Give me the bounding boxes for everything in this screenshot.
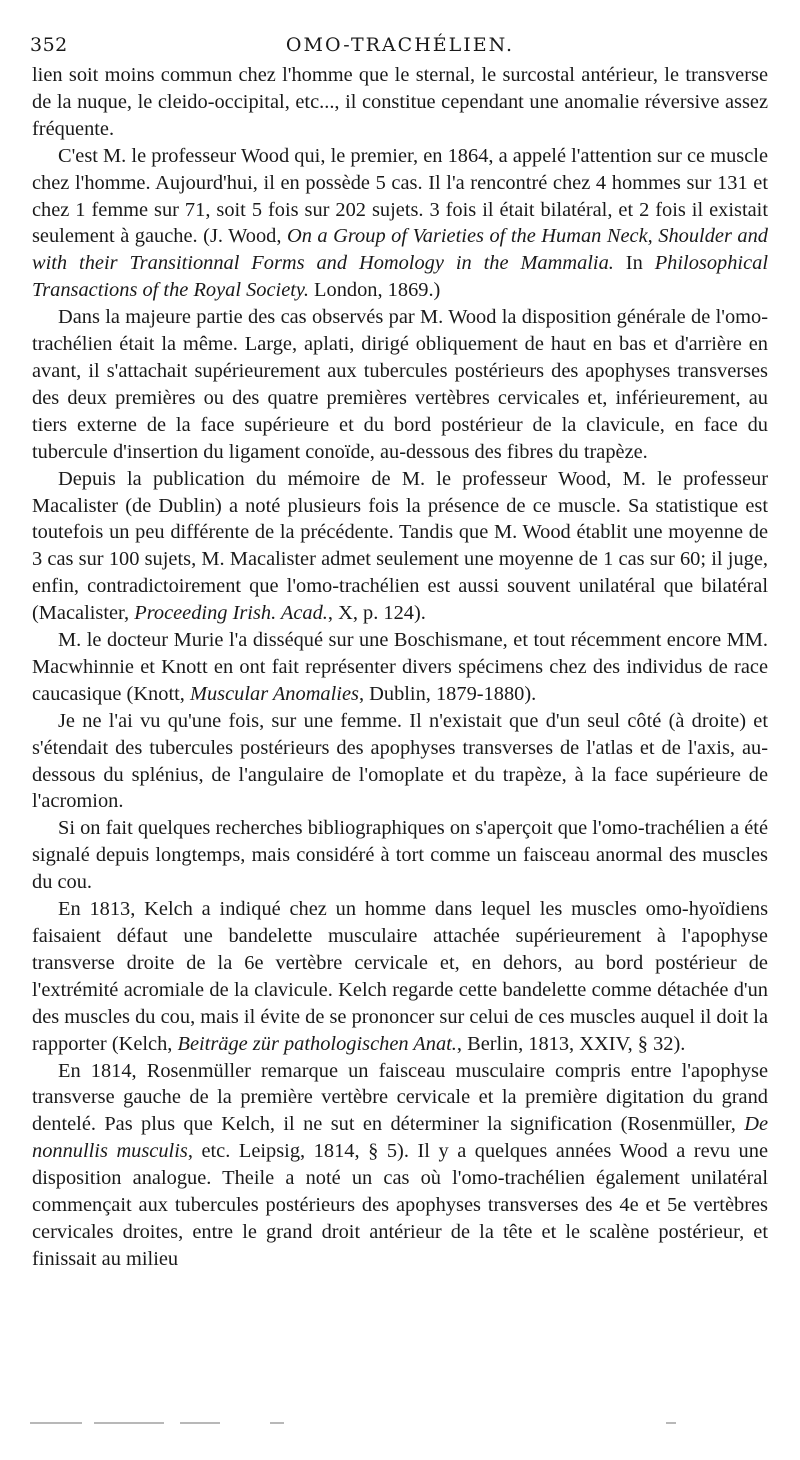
paragraph [32,466,768,627]
paragraph-text: London, 1869.) [308,279,441,302]
paragraph-text: En 1813, Kelch a indiqué chez un homme dans lequel les muscles omo-hyoïdiens faisaient défaut une bandelette musculaire attachée supérieurement à l'apophyse transverse droite de la 6e vertèbre cervicale et, en dehors, au bord postérieur de l'extrémité acromiale de la clavicule. Kelch regarde cette bandelette comme détachée d'un des muscles du cou, mais il évite de se prononcer sur celui de ces muscles auquel il doit la rapporter (Kelch, [32,898,768,1055]
citation-title: Proceeding Irish. Acad. [134,602,328,625]
paragraph-text: En 1814, Rosenmüller remarque un faisceau musculaire compris entre l'apophyse transverse gauche de la première vertèbre cervicale et la première digitation du grand dentelé. Pas plus que Kelch, il ne sut en déterminer la signification (Rosenmüller, [32,1059,768,1136]
paragraph-text: Si on fait quelques recherches bibliographiques on s'aperçoit que l'omo-trachélien a été signalé depuis longtemps, mais considéré à tort comme un faisceau anormal des muscles du cou. [32,817,769,894]
body-text [32,62,768,1273]
paragraph-text: , Berlin, 1813, XXIV, § 32). [456,1032,686,1055]
paragraph-text: M. le docteur Murie l'a disséqué sur une Boschismane, et tout récemment encore MM. Macwhinnie et Knott en ont fait représenter divers spécimens chez des individus de race caucasique (Knott, [32,629,768,705]
paragraph [32,896,768,1057]
citation-title: On a Group of Varieties of the Human Neck, Shoulder and with their Transitionnal Forms and Homology in the Mammalia. [32,225,768,275]
scan-artifact-line [30,1422,770,1428]
page-header [30,34,770,60]
paragraph [32,62,768,143]
paragraph [32,815,768,896]
paragraph-text: C'est M. le professeur Wood qui, le premier, en 1864, a appelé l'attention sur ce muscle chez l'homme. Aujourd'hui, il en possède 5 cas. Il l'a rencontré chez 4 hommes sur 131 et chez 1 femme sur 71, soit 5 fois sur 202 sujets. 3 fois il était bilatéral, et 2 fois il existait seulement à gauche. (J. Wood, [32,144,768,248]
running-head: OMO-TRACHÉLIEN. [285,34,515,56]
paragraph-text: , X, p. 124). [327,602,426,625]
paragraph-text: , etc. Leipsig, 1814, § 5). Il y a quelques années Wood a revu une disposition analogue. Theile a noté un cas où l'omo-trachélien également unilatéral commençait aux tubercules postérieurs des apophyses transverses des 4e et 5e vertèbres cervicales droites, entre le grand droit antérieur de la tête et le scalène postérieur, et finissait au milieu [32,1140,768,1270]
paragraph-text: lien soit moins commun chez l'homme que le sternal, le surcostal antérieur, le transverse de la nuque, le cleido-occipital, etc..., il constitue cependant une anomalie réversive assez fréquente. [32,64,768,140]
paragraph-text: Je ne l'ai vu qu'une fois, sur une femme. Il n'existait que d'un seul côté (à droite) et s'étendait des tubercules postérieurs des apophyses transverses de l'atlas et de l'axis, au-dessous du splénius, de l'angulaire de l'omoplate et du trapèze, à la face supérieure de l'acromion. [32,709,768,813]
citation-title: De nonnullis musculis [32,1113,768,1163]
paragraph-text: , Dublin, 1879-1880). [358,682,537,705]
paragraph-text: Depuis la publication du mémoire de M. le professeur Wood, M. le professeur Macalister (de Dublin) a noté plusieurs fois la présence de ce muscle. Sa statistique est toutefois un peu différente de la précédente. Tandis que M. Wood établit une moyenne de 3 cas sur 100 sujets, M. Macalister admet seulement une moyenne de 1 cas sur 60; il juge, enfin, contradictoirement que l'omo-trachélien est aussi souvent unilatéral que bilatéral (Macalister, [32,467,768,625]
citation-title: Muscular Anomalies [189,682,359,705]
paragraph-text: In [613,252,655,275]
paragraph [32,143,768,304]
citation-title: Beiträge zür pathologischen Anat. [177,1032,457,1055]
paragraph [32,304,768,465]
paragraph [32,708,768,816]
paragraph [32,1058,768,1273]
paragraph-text: Dans la majeure partie des cas observés par M. Wood la disposition générale de l'omo-trachélien était la même. Large, aplati, dirigé obliquement de haut en bas et d'arrière en avant, il s'attachait supérieurement aux tubercules postérieurs des apophyses transverses des deux premières ou des quatre premières vertèbres cervicales et, inférieurement, au tiers externe de la face supérieure et du bord postérieur de la clavicule, en face du tubercule d'insertion du ligament conoïde, au-dessous des fibres du trapèze. [32,306,768,463]
page-number: 352 [30,34,68,56]
paragraph [32,627,768,708]
citation-title: Philosophical Transactions of the Royal Society. [32,252,768,302]
